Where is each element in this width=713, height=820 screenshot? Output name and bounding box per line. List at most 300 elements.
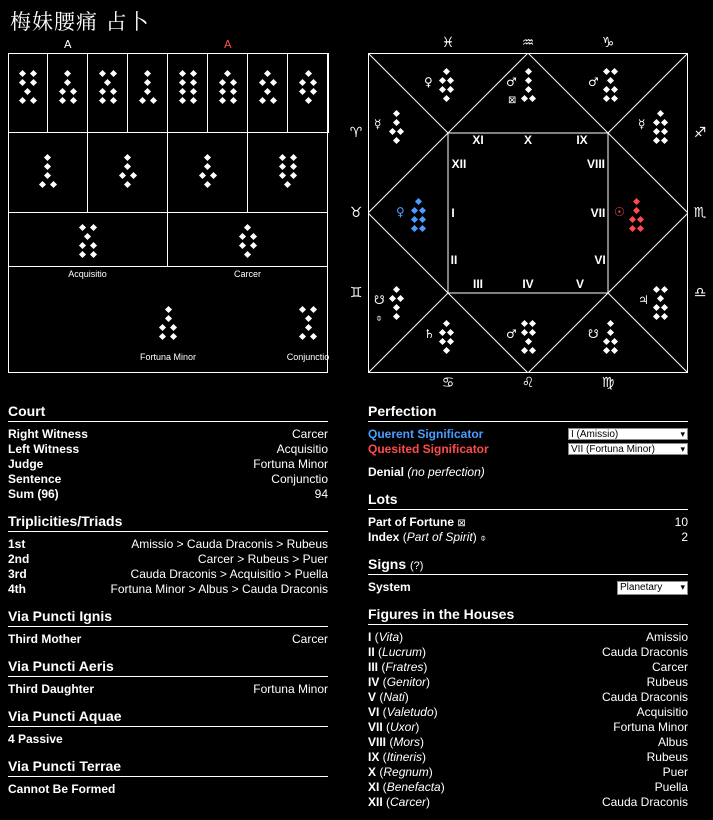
point-dot	[249, 242, 256, 249]
quesited-select[interactable]: VII (Fortuna Minor) ▾	[568, 443, 688, 455]
index-value: 2	[681, 530, 688, 544]
point-dot	[269, 79, 276, 86]
judge-label: Fortuna Minor	[139, 352, 197, 362]
point-dot	[104, 79, 111, 86]
divider	[368, 509, 688, 510]
point-dot	[289, 154, 296, 161]
triplicity-key: 2nd	[8, 552, 30, 566]
house-number: III	[472, 277, 484, 291]
point-dot	[109, 97, 116, 104]
court-key: Sum (96)	[8, 487, 59, 501]
house-figure: Puer	[662, 765, 688, 779]
zodiac-sign-icon: ♐	[693, 125, 707, 141]
figure-row	[177, 69, 199, 78]
point-dot	[29, 97, 36, 104]
via-ignis-key: Third Mother	[8, 632, 82, 646]
point-dot	[189, 97, 196, 104]
court-heading: Court	[8, 403, 46, 419]
point-dot	[304, 97, 311, 104]
zodiac-sign-icon: ♈	[349, 125, 363, 141]
geomantic-figure	[297, 305, 319, 341]
geomantic-figure	[17, 69, 39, 105]
geomantic-figure	[57, 69, 79, 105]
geomantic-figure	[177, 69, 199, 105]
point-dot	[178, 88, 185, 95]
planet-icon: ☿	[374, 117, 382, 131]
figure-row	[197, 180, 219, 189]
mother-cell	[248, 53, 288, 133]
point-dot	[78, 251, 85, 258]
point-dot	[393, 137, 400, 144]
point-dot	[78, 224, 85, 231]
court-value: Carcer	[291, 427, 328, 441]
point-dot	[603, 68, 610, 75]
mother-cell	[288, 53, 329, 133]
triplicity-key: 1st	[8, 537, 26, 551]
figure-row	[177, 87, 199, 96]
house-figure: Amissio	[645, 630, 688, 644]
point-dot	[447, 86, 454, 93]
point-dot	[419, 216, 426, 223]
figure-row	[57, 87, 79, 96]
figure-row	[297, 96, 319, 105]
geomantic-figure	[237, 223, 259, 259]
via-aeris-key: Third Daughter	[8, 682, 94, 696]
point-dot	[653, 286, 660, 293]
point-dot	[238, 242, 245, 249]
point-dot	[189, 70, 196, 77]
point-dot	[439, 338, 446, 345]
point-dot	[603, 338, 610, 345]
point-dot	[159, 324, 166, 331]
divider	[8, 676, 328, 677]
triplicity-value: Cauda Draconis > Acquisitio > Puella	[130, 567, 328, 581]
figure-row	[77, 223, 99, 232]
divider	[8, 421, 328, 422]
point-dot	[529, 320, 536, 327]
planet-icon: ♀	[424, 75, 433, 89]
figure-row	[37, 180, 59, 189]
help-link[interactable]: (?)	[410, 560, 424, 572]
point-dot	[415, 198, 422, 205]
geomantic-figure	[257, 69, 279, 105]
figure-row	[157, 305, 179, 314]
point-dot	[149, 97, 156, 104]
figure-row	[17, 87, 39, 96]
point-dot	[607, 320, 614, 327]
point-dot	[443, 320, 450, 327]
point-dot	[637, 216, 644, 223]
divider	[8, 626, 328, 627]
house-number: I	[451, 206, 455, 220]
point-dot	[443, 95, 450, 102]
point-dot	[525, 338, 532, 345]
divider	[8, 726, 328, 727]
planet-icon: ♂	[588, 75, 599, 89]
house-number: V	[575, 277, 585, 291]
figure-row	[57, 69, 79, 78]
house-figure: Cauda Draconis	[601, 645, 688, 659]
geomantic-figure	[297, 69, 319, 105]
zodiac-sign-icon: ♑	[601, 35, 615, 51]
point-dot	[144, 79, 151, 86]
point-dot	[611, 347, 618, 354]
house-figure: Acquisitio	[636, 705, 688, 719]
figure-row	[137, 96, 159, 105]
house-number: VII	[590, 206, 606, 220]
point-dot	[118, 172, 125, 179]
point-dot	[525, 77, 532, 84]
caret-marker-icon: A	[64, 38, 72, 51]
house-number: II	[450, 253, 458, 267]
figure-row	[297, 78, 319, 87]
point-dot	[124, 181, 131, 188]
house-number: VI	[594, 253, 606, 267]
point-dot	[529, 95, 536, 102]
point-dot	[411, 207, 418, 214]
point-dot	[209, 172, 216, 179]
point-dot	[238, 233, 245, 240]
house-name: III (Fratres)	[368, 660, 428, 674]
figure-row	[157, 332, 179, 341]
via-terrae-key: Cannot Be Formed	[8, 782, 116, 796]
lot-marker-icon: ⊠	[508, 95, 517, 106]
divider	[368, 421, 688, 422]
point-dot	[611, 86, 618, 93]
point-dot	[170, 324, 177, 331]
point-dot	[633, 198, 640, 205]
house-figure: Fortuna Minor	[613, 720, 688, 734]
point-dot	[629, 225, 636, 232]
querent-label: Querent Significator	[368, 427, 484, 441]
point-dot	[661, 313, 668, 320]
point-dot	[310, 333, 317, 340]
point-dot	[89, 224, 96, 231]
point-dot	[164, 306, 171, 313]
point-dot	[289, 163, 296, 170]
mother-cell	[208, 53, 248, 133]
point-dot	[299, 333, 306, 340]
house-figure: Rubeus	[646, 675, 688, 689]
zodiac-sign-icon: ♌	[521, 375, 535, 391]
figure-row	[237, 241, 259, 250]
geomantic-figure	[37, 153, 59, 189]
point-dot	[229, 88, 236, 95]
house-name: IV (Genitor)	[368, 675, 431, 689]
point-dot	[397, 128, 404, 135]
house-figure: Albus	[657, 735, 688, 749]
chevron-down-icon: ▾	[680, 444, 685, 454]
point-dot	[98, 70, 105, 77]
quesited-label: Quesited Significator	[368, 442, 489, 456]
point-dot	[170, 333, 177, 340]
planet-icon: ♄	[424, 327, 435, 341]
niece-cell	[248, 133, 328, 213]
point-dot	[633, 207, 640, 214]
witness-cell	[8, 213, 168, 279]
figure-row	[77, 241, 99, 250]
planet-icon: ♂	[506, 327, 517, 341]
point-dot	[603, 86, 610, 93]
figure-row	[277, 153, 299, 162]
house-number: VIII	[586, 157, 606, 171]
point-dot	[653, 313, 660, 320]
point-dot	[439, 86, 446, 93]
point-dot	[637, 225, 644, 232]
planet-icon: ♂	[506, 75, 517, 89]
zodiac-sign-icon: ♒	[521, 35, 535, 51]
house-figure: Carcer	[651, 660, 688, 674]
point-dot	[653, 304, 660, 311]
house-name: VI (Valetudo)	[368, 705, 438, 719]
point-dot	[419, 207, 426, 214]
house-number: XI	[472, 133, 484, 147]
court-value: Fortuna Minor	[253, 457, 328, 471]
point-dot	[218, 88, 225, 95]
triplicity-value: Carcer > Rubeus > Puer	[197, 552, 328, 566]
point-dot	[521, 95, 528, 102]
point-dot	[78, 242, 85, 249]
point-dot	[244, 251, 251, 258]
point-dot	[24, 88, 31, 95]
triplicity-value: Fortuna Minor > Albus > Cauda Draconis	[110, 582, 328, 596]
figure-row	[197, 153, 219, 162]
house-figure: Rubeus	[646, 750, 688, 764]
point-dot	[607, 77, 614, 84]
figure-row	[177, 78, 199, 87]
figure-row	[237, 232, 259, 241]
point-dot	[198, 172, 205, 179]
point-dot	[144, 70, 151, 77]
court-value: 94	[314, 487, 328, 501]
point-dot	[98, 97, 105, 104]
point-dot	[389, 295, 396, 302]
point-dot	[189, 79, 196, 86]
zodiac-sign-icon: ♊	[349, 285, 363, 301]
house-name: XII (Carcer)	[368, 795, 431, 809]
system-label: System	[368, 580, 411, 594]
point-dot	[29, 79, 36, 86]
court-key: Judge	[8, 457, 44, 471]
figure-row	[177, 96, 199, 105]
figure-row	[197, 162, 219, 171]
via-aeris-heading: Via Puncti Aeris	[8, 658, 114, 674]
point-dot	[657, 295, 664, 302]
shield-chart	[8, 53, 328, 373]
point-dot	[124, 163, 131, 170]
point-dot	[264, 70, 271, 77]
house-name: VIII (Mors)	[368, 735, 425, 749]
court-key: Left Witness	[8, 442, 80, 456]
planet-icon: ☉	[614, 205, 625, 219]
niece-cell	[168, 133, 248, 213]
figure-row	[197, 171, 219, 180]
figure-row	[37, 171, 59, 180]
house-figure: Cauda Draconis	[601, 690, 688, 704]
house-number: XII	[451, 157, 467, 171]
figure-row	[257, 96, 279, 105]
via-aeris-value: Fortuna Minor	[253, 682, 328, 696]
figure-row	[297, 332, 319, 341]
point-dot	[204, 163, 211, 170]
point-dot	[657, 110, 664, 117]
mother-cell	[48, 53, 88, 133]
point-dot	[653, 137, 660, 144]
point-dot	[304, 324, 311, 331]
via-ignis-heading: Via Puncti Ignis	[8, 608, 112, 624]
point-dot	[299, 79, 306, 86]
mother-cell	[8, 53, 48, 133]
chevron-down-icon: ▾	[680, 429, 685, 439]
geomantic-figure	[97, 69, 119, 105]
point-dot	[258, 79, 265, 86]
point-dot	[393, 110, 400, 117]
house-number: X	[523, 133, 533, 147]
point-dot	[278, 172, 285, 179]
point-dot	[661, 137, 668, 144]
point-dot	[178, 70, 185, 77]
point-dot	[44, 163, 51, 170]
mother-cell	[168, 53, 208, 133]
figure-row	[17, 96, 39, 105]
point-dot	[525, 86, 532, 93]
mother-cell	[128, 53, 168, 133]
page-title: 梅妹腰痛 占卜	[10, 10, 150, 34]
house-name: VII (Uxor)	[368, 720, 420, 734]
point-dot	[58, 88, 65, 95]
zodiac-sign-icon: ♍	[601, 375, 615, 391]
index-label: Index	[368, 530, 400, 544]
witness-label: Carcer	[233, 269, 261, 279]
geomantic-figure	[197, 153, 219, 189]
court-key: Sentence	[8, 472, 62, 486]
point-dot	[611, 95, 618, 102]
caret-marker-icon: A	[224, 38, 232, 51]
house-figure: Puella	[654, 780, 688, 794]
point-dot	[661, 286, 668, 293]
house-name: IX (Itineris)	[368, 750, 427, 764]
figure-row	[117, 153, 139, 162]
point-dot	[653, 128, 660, 135]
zodiac-sign-icon: ♏	[693, 205, 707, 221]
point-dot	[44, 154, 51, 161]
point-dot	[138, 97, 145, 104]
perfection-result-main: Denial	[368, 465, 405, 479]
figure-row	[97, 96, 119, 105]
point-dot	[661, 128, 668, 135]
planet-icon: ♃	[638, 293, 649, 307]
figure-row	[277, 162, 299, 171]
niece-cell	[8, 133, 88, 213]
lot-marker-icon: ⌽	[376, 313, 382, 324]
court-key: Right Witness	[8, 427, 88, 441]
figure-row	[237, 250, 259, 259]
figure-row	[277, 171, 299, 180]
point-dot	[18, 70, 25, 77]
lots-heading: Lots	[368, 491, 398, 507]
figure-row	[137, 69, 159, 78]
point-dot	[611, 68, 618, 75]
sentence-label: Conjunctio	[286, 352, 330, 362]
point-dot	[419, 225, 426, 232]
figure-row	[137, 78, 159, 87]
point-dot	[164, 315, 171, 322]
house-name: V (Nati)	[368, 690, 409, 704]
figure-row	[157, 314, 179, 323]
point-dot	[439, 329, 446, 336]
figure-row	[57, 78, 79, 87]
figure-row	[237, 223, 259, 232]
point-dot	[443, 68, 450, 75]
point-dot	[124, 154, 131, 161]
point-dot	[64, 70, 71, 77]
point-dot	[439, 77, 446, 84]
figure-row	[57, 96, 79, 105]
triplicities-heading: Triplicities/Triads	[8, 513, 123, 529]
point-dot	[244, 224, 251, 231]
querent-select[interactable]: I (Amissio) ▾	[568, 428, 688, 440]
point-dot	[661, 119, 668, 126]
point-dot	[393, 119, 400, 126]
via-aquae-heading: Via Puncti Aquae	[8, 708, 122, 724]
point-dot	[84, 233, 91, 240]
point-dot	[603, 347, 610, 354]
point-dot	[411, 225, 418, 232]
point-dot	[218, 79, 225, 86]
point-dot	[629, 216, 636, 223]
via-aquae-key: 4 Passive	[8, 732, 63, 746]
figure-row	[117, 162, 139, 171]
point-dot	[447, 77, 454, 84]
triplicity-key: 4th	[8, 582, 26, 596]
geomantic-figure	[117, 153, 139, 189]
figure-row	[97, 87, 119, 96]
point-dot	[29, 70, 36, 77]
point-dot	[289, 172, 296, 179]
point-dot	[299, 88, 306, 95]
point-dot	[529, 329, 536, 336]
point-dot	[18, 97, 25, 104]
point-dot	[64, 79, 71, 86]
figure-row	[97, 69, 119, 78]
point-dot	[611, 338, 618, 345]
house-number: IV	[522, 277, 534, 291]
system-select[interactable]: Planetary ▾	[617, 581, 688, 595]
point-dot	[278, 154, 285, 161]
point-dot	[58, 97, 65, 104]
figure-row	[297, 69, 319, 78]
point-dot	[159, 333, 166, 340]
figure-row	[157, 323, 179, 332]
point-dot	[529, 347, 536, 354]
point-dot	[310, 79, 317, 86]
point-dot	[224, 70, 231, 77]
point-dot	[393, 286, 400, 293]
point-dot	[109, 70, 116, 77]
point-dot	[284, 181, 291, 188]
witness-cell	[168, 213, 328, 279]
point-dot	[129, 172, 136, 179]
house-figure: Cauda Draconis	[601, 795, 688, 809]
via-ignis-value: Carcer	[291, 632, 328, 646]
divider	[368, 574, 688, 575]
point-dot	[189, 88, 196, 95]
perfection-heading: Perfection	[368, 403, 437, 419]
point-dot	[607, 329, 614, 336]
point-dot	[397, 295, 404, 302]
point-dot	[229, 79, 236, 86]
fortune-label: Part of Fortune	[368, 515, 454, 529]
